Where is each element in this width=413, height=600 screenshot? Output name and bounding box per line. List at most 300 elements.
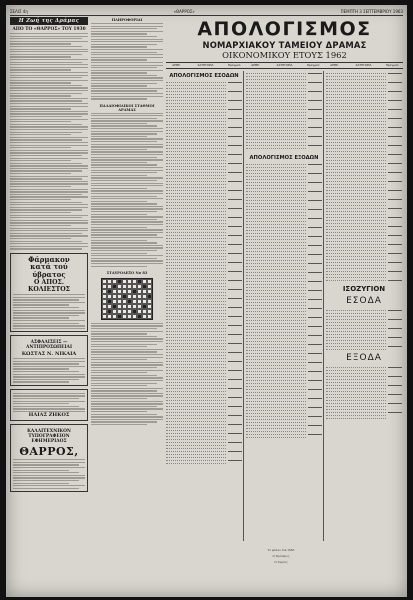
- text-line: [10, 194, 82, 195]
- text-line: [91, 98, 147, 99]
- text-line: [13, 320, 85, 321]
- text-line: [10, 186, 71, 187]
- text-line: [91, 75, 157, 76]
- text-line: [10, 199, 71, 200]
- text-line: [10, 147, 71, 148]
- sign-president: Ο Πρόεδρος: [272, 554, 290, 558]
- text-line: [91, 367, 157, 368]
- info-column: [91, 17, 163, 593]
- text-line: [91, 170, 163, 171]
- text-line: [10, 46, 82, 47]
- text-line: [91, 198, 163, 199]
- text-line: [10, 152, 88, 153]
- text-line: [91, 237, 163, 238]
- text-line: [10, 51, 88, 52]
- text-line: [91, 180, 157, 181]
- text-line: [91, 325, 163, 326]
- text-line: [13, 368, 69, 369]
- text-line: [91, 346, 147, 347]
- text-line: [10, 196, 88, 197]
- text-line: [13, 379, 79, 380]
- text-line: [10, 59, 88, 60]
- signature-block: [226, 547, 336, 565]
- text-line: [10, 155, 82, 156]
- sign-treasurer: Ο Ταμίας: [274, 560, 288, 564]
- text-line: [91, 328, 157, 329]
- text-line: [91, 336, 157, 337]
- text-line: [91, 167, 163, 168]
- text-line: [13, 304, 69, 305]
- text-line: [13, 483, 69, 484]
- text-line: [91, 175, 147, 176]
- text-line: [10, 209, 82, 210]
- text-line: [91, 403, 163, 404]
- text-line: [91, 93, 163, 94]
- text-line: [91, 157, 157, 158]
- column-subhead: ΑΠΟ ΤΟ «ΘΑΡΡΟΣ» ΤΟΥ 1930: [12, 27, 86, 32]
- stations-title: ΠΑΛΑΙΟΦΙΛΙΚΟΙ ΣΤΑΘΜΟΙ ΔΡΑΜΑΣ: [99, 103, 155, 112]
- column-heading: ΑΡΘΡ.: [330, 63, 339, 67]
- text-line: [91, 80, 163, 81]
- text-line: [10, 178, 82, 179]
- text-line: [91, 183, 163, 184]
- text-line: [91, 333, 147, 334]
- text-line: [91, 354, 163, 355]
- ledger-row: [326, 278, 402, 281]
- text-line: [91, 144, 163, 145]
- text-line: [91, 408, 163, 409]
- text-line: [91, 406, 157, 407]
- text-line: [10, 132, 82, 133]
- text-line: [10, 215, 88, 216]
- text-line: [10, 191, 88, 192]
- text-line: [91, 224, 163, 225]
- text-line: [13, 299, 79, 300]
- text-line: [13, 323, 79, 324]
- text-line: [10, 150, 88, 151]
- text-line: [10, 222, 88, 223]
- text-line: [10, 189, 88, 190]
- text-line: [10, 72, 88, 73]
- text-line: [10, 100, 82, 101]
- issue-date: ΠΕΜΠΤΗ 3 ΣΕΠΤΕΜΒΡΙΟΥ 1963: [340, 8, 403, 14]
- text-line: [91, 372, 147, 373]
- text-line: [91, 52, 157, 53]
- text-line: [91, 214, 147, 215]
- text-line: [91, 240, 147, 241]
- text-line: [10, 228, 88, 229]
- text-line: [10, 87, 88, 88]
- text-line: [91, 419, 163, 420]
- text-line: [91, 229, 163, 230]
- text-line: [91, 201, 147, 202]
- text-line: [91, 151, 163, 152]
- text-line: [10, 36, 88, 37]
- insurance-text: [13, 358, 85, 383]
- text-line: [13, 488, 79, 489]
- text-line: [91, 46, 147, 47]
- text-line: [91, 357, 163, 358]
- text-line: [10, 43, 71, 44]
- text-line: [91, 370, 163, 371]
- crossword-title: ΣΤΑΥΡΟΛΕΞΟ Νο 83: [106, 270, 148, 275]
- pharmacy-text: [13, 294, 85, 329]
- text-line: [10, 111, 88, 112]
- text-line: [10, 54, 82, 55]
- newspaper-page: [6, 5, 407, 597]
- text-line: [91, 138, 163, 139]
- text-line: [10, 98, 88, 99]
- text-line: [91, 364, 163, 365]
- text-line: [91, 242, 157, 243]
- text-line: [91, 234, 157, 235]
- text-line: [10, 207, 88, 208]
- text-line: [10, 145, 88, 146]
- page-number: ΣΕΛΙΣ 4η: [10, 8, 28, 14]
- text-line: [91, 227, 147, 228]
- text-line: [10, 38, 82, 39]
- text-line: [91, 388, 163, 389]
- text-line: [10, 41, 88, 42]
- text-line: [10, 170, 82, 171]
- text-line: [10, 106, 88, 107]
- text-line: [91, 206, 163, 207]
- pharmacy-title-2: κατά τού ύβρατος: [30, 262, 68, 279]
- text-line: [91, 185, 163, 186]
- small-advert-text: [13, 393, 85, 412]
- text-line: [10, 173, 71, 174]
- page-header-bar: [10, 7, 403, 16]
- text-line: [91, 70, 163, 71]
- text-line: [13, 302, 85, 303]
- text-line: [10, 160, 71, 161]
- text-line: [91, 177, 163, 178]
- text-line: [91, 375, 157, 376]
- text-line: [91, 341, 163, 342]
- text-line: [13, 374, 85, 375]
- text-line: [13, 472, 79, 473]
- text-line: [91, 41, 163, 42]
- balance-expense-title: ΕΞΟΔΑ: [346, 353, 382, 364]
- column-heading: ΚΑΤΗΓΟΡΙΑ: [355, 63, 372, 67]
- text-line: [10, 183, 88, 184]
- text-line: [91, 154, 163, 155]
- text-line: [91, 120, 163, 121]
- text-line: [13, 459, 85, 460]
- report-subtitle: ΝΟΜΑΡΧΙΑΚΟΥ ΤΑΜΕΙΟΥ ΔΡΑΜΑΣ: [202, 40, 367, 50]
- text-line: [13, 398, 79, 399]
- text-line: [91, 208, 163, 209]
- crossword-clues: [91, 323, 163, 425]
- text-line: [10, 119, 88, 120]
- budget-tables: [166, 71, 403, 541]
- ledger-row: [326, 347, 402, 350]
- text-line: [10, 85, 82, 86]
- text-line: [13, 358, 85, 359]
- text-line: [13, 477, 85, 478]
- text-line: [91, 131, 163, 132]
- text-line: [91, 393, 163, 394]
- text-line: [91, 31, 163, 32]
- text-line: [91, 159, 163, 160]
- info-title: ΠΛΗΡΟΦΟΡΙΑΙ: [111, 18, 143, 22]
- text-line: [91, 416, 163, 417]
- text-line: [10, 49, 88, 50]
- text-line: [91, 263, 163, 264]
- printing-title: ΚΑΛΛΙΤΕΧΝΙΚΟΝ ΤΥΠΟΓΡΑΦΕΙΟΝ ΕΦΗΜΕΡΙΔΟΣ: [27, 429, 71, 445]
- text-line: [13, 371, 79, 372]
- text-line: [91, 424, 147, 425]
- column-heading: ΑΡΘΡ.: [172, 63, 181, 67]
- text-line: [10, 82, 71, 83]
- text-line: [91, 62, 163, 63]
- text-line: [13, 361, 85, 362]
- text-line: [13, 403, 69, 404]
- text-line: [91, 216, 163, 217]
- text-line: [10, 108, 71, 109]
- masthead-mini: «ΘΑΡΡΟΣ»: [173, 8, 195, 14]
- text-line: [10, 202, 82, 203]
- text-line: [91, 380, 163, 381]
- text-line: [10, 90, 88, 91]
- column-heading: Πραγματ.: [227, 63, 242, 67]
- text-line: [91, 28, 157, 29]
- text-line: [10, 134, 71, 135]
- text-line: [91, 44, 157, 45]
- pharmacy-title: Φάρμακον: [28, 254, 70, 264]
- text-line: [91, 96, 163, 97]
- expense-section-title: ΑΠΟΛΟΓΙΣΜΟΣ ΕΞΟΔΩΝ: [249, 155, 319, 162]
- text-line: [91, 164, 157, 165]
- text-line: [10, 67, 88, 68]
- small-advert-name: ΗΛΙΑΣ ΖΗΚΟΣ: [28, 412, 70, 419]
- text-line: [13, 310, 85, 311]
- text-line: [10, 69, 71, 70]
- ledger-row: [246, 435, 322, 438]
- text-line: [91, 362, 163, 363]
- text-line: [10, 233, 82, 234]
- text-line: [10, 246, 88, 247]
- text-line: [10, 225, 71, 226]
- text-line: [10, 75, 88, 76]
- text-line: [10, 103, 88, 104]
- sign-date: Το φύλλο 3-9-1963: [267, 548, 295, 552]
- text-line: [10, 93, 82, 94]
- printing-name: ΘΑΡΡΟΣ,: [19, 445, 79, 459]
- article-text: [10, 33, 88, 250]
- text-line: [91, 232, 163, 233]
- left-column: [10, 17, 88, 593]
- text-line: [91, 59, 147, 60]
- text-line: [91, 411, 147, 412]
- text-line: [13, 307, 79, 308]
- text-line: [10, 241, 82, 242]
- report-title: ΑΠΟΛΟΓΙΣΜΟΣ: [197, 18, 372, 40]
- text-line: [10, 158, 88, 159]
- text-line: [10, 64, 88, 65]
- text-line: [91, 149, 147, 150]
- text-line: [91, 383, 157, 384]
- text-line: [10, 121, 71, 122]
- text-line: [91, 401, 163, 402]
- printing-advert: [10, 424, 88, 492]
- text-line: [91, 255, 163, 256]
- text-line: [13, 470, 69, 471]
- column-header: Η Ζωή της Δράμας: [10, 17, 88, 25]
- text-line: [13, 467, 85, 468]
- column-heading: ΚΑΤΗΓΟΡΙΑ: [197, 63, 214, 67]
- text-line: [91, 90, 157, 91]
- text-line: [13, 312, 85, 313]
- text-line: [13, 475, 85, 476]
- info-text: [91, 23, 163, 100]
- text-line: [10, 33, 88, 34]
- text-line: [13, 376, 85, 377]
- balance-title: ΙΣΟΖΥΓΙΟΝ: [342, 285, 386, 294]
- column-heading: Πραγματ.: [385, 63, 400, 67]
- text-line: [10, 212, 71, 213]
- balance-income-title: ΕΣΟΔΑ: [346, 296, 382, 307]
- text-line: [10, 139, 82, 140]
- text-line: [91, 266, 147, 267]
- text-line: [91, 118, 157, 119]
- text-line: [91, 390, 157, 391]
- text-line: [10, 176, 88, 177]
- text-line: [10, 142, 88, 143]
- text-line: [91, 57, 163, 58]
- text-line: [91, 72, 147, 73]
- text-line: [13, 411, 85, 412]
- text-line: [10, 248, 82, 249]
- text-line: [10, 95, 71, 96]
- text-line: [13, 401, 85, 402]
- text-line: [91, 211, 157, 212]
- text-line: [13, 408, 85, 409]
- crossword-grid: [101, 278, 153, 320]
- table-header: [166, 62, 403, 69]
- text-line: [91, 398, 147, 399]
- text-line: [13, 325, 85, 326]
- text-line: [10, 165, 88, 166]
- text-line: [91, 421, 157, 422]
- text-line: [10, 113, 88, 114]
- text-line: [10, 129, 88, 130]
- pharmacy-advert: [10, 253, 88, 333]
- table-column-3: [326, 71, 403, 541]
- text-line: [91, 113, 163, 114]
- text-line: [10, 126, 88, 127]
- text-line: [91, 323, 163, 324]
- text-line: [91, 221, 163, 222]
- column-heading: ΚΑΤΗΓΟΡΙΑ: [276, 63, 293, 67]
- text-line: [13, 363, 79, 364]
- text-line: [13, 294, 85, 295]
- text-line: [13, 381, 69, 382]
- text-line: [91, 395, 163, 396]
- text-line: [91, 23, 163, 24]
- text-line: [10, 243, 88, 244]
- small-advert: [10, 389, 88, 421]
- text-line: [91, 123, 147, 124]
- text-line: [91, 49, 163, 50]
- text-line: [10, 220, 88, 221]
- text-line: [10, 62, 82, 63]
- text-line: [10, 204, 88, 205]
- text-line: [91, 133, 157, 134]
- text-line: [91, 190, 163, 191]
- text-line: [91, 146, 163, 147]
- text-line: [91, 245, 163, 246]
- report-year: ΟΙΚΟΝΟΜΙΚΟΥ ΕΤΟΥΣ 1962: [222, 50, 347, 60]
- column-heading: ΑΡΘΡ.: [251, 63, 260, 67]
- text-line: [91, 26, 163, 27]
- table-column-1: [166, 71, 244, 541]
- text-line: [91, 250, 157, 251]
- text-line: [91, 33, 147, 34]
- text-line: [91, 258, 157, 259]
- text-line: [13, 485, 85, 486]
- text-line: [91, 115, 163, 116]
- text-line: [10, 238, 71, 239]
- printing-text: [13, 459, 85, 489]
- text-line: [91, 128, 163, 129]
- text-line: [91, 125, 157, 126]
- column-heading: Πραγματ.: [306, 63, 321, 67]
- text-line: [10, 163, 82, 164]
- text-line: [13, 297, 85, 298]
- text-line: [91, 162, 147, 163]
- text-line: [91, 219, 157, 220]
- text-line: [91, 83, 157, 84]
- text-line: [91, 36, 157, 37]
- insurance-title: ΑΣΦΑΛΙΣΕΙΣ — ΑΝΤΙΠΡΟΣΩΠΕΙΑΙ: [25, 340, 73, 351]
- text-line: [13, 317, 69, 318]
- text-line: [91, 331, 163, 332]
- text-line: [91, 344, 157, 345]
- text-line: [91, 85, 147, 86]
- text-line: [91, 359, 147, 360]
- text-line: [91, 338, 163, 339]
- text-line: [91, 196, 157, 197]
- text-line: [10, 230, 88, 231]
- income-section-title: ΑΠΟΛΟΓΙΣΜΟΣ ΕΣΟΔΩΝ: [169, 73, 239, 80]
- text-line: [13, 393, 85, 394]
- text-line: [91, 54, 163, 55]
- text-line: [91, 88, 163, 89]
- text-line: [91, 193, 163, 194]
- text-line: [10, 217, 82, 218]
- text-line: [91, 141, 157, 142]
- text-line: [91, 414, 157, 415]
- text-line: [91, 67, 157, 68]
- text-line: [13, 462, 85, 463]
- text-line: [91, 351, 157, 352]
- text-line: [91, 377, 163, 378]
- table-column-2: [246, 71, 324, 541]
- text-line: [91, 172, 157, 173]
- crossword-cell: [147, 314, 152, 319]
- pharmacy-name: Ο ΑΠΟΣ. ΚΟΛΙΕΣΤΟΣ: [28, 279, 70, 294]
- text-line: [13, 464, 79, 465]
- ledger-row: [166, 461, 242, 464]
- budget-report: [166, 19, 403, 591]
- ledger-row: [246, 146, 322, 149]
- text-line: [91, 247, 163, 248]
- text-line: [91, 349, 163, 350]
- text-line: [10, 80, 88, 81]
- insurance-name: ΚΩΣΤΑΣ Ν. ΝΙΚΑΙΑ: [21, 351, 77, 358]
- insurance-advert: [10, 335, 88, 386]
